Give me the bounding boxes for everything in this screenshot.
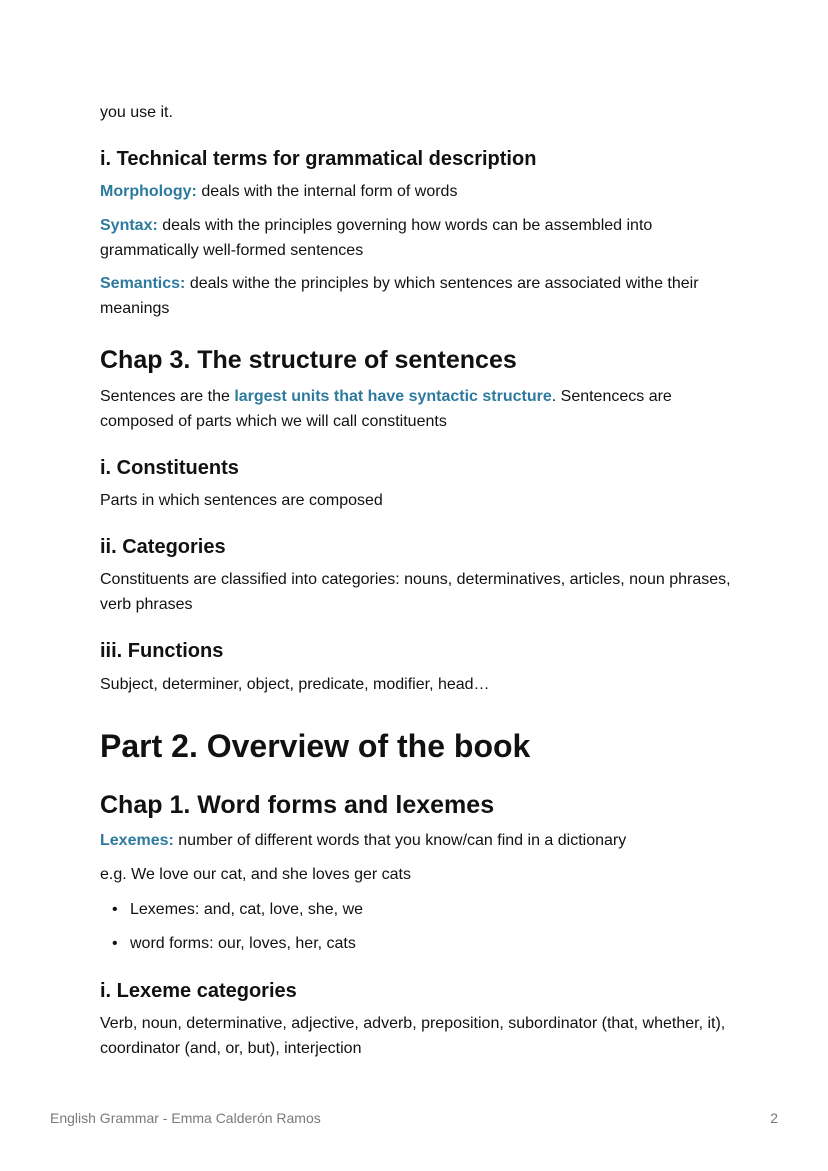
- definition-text: deals withe the principles by which sentences are associated withe their meanings: [100, 275, 699, 317]
- list-item: [100, 897, 740, 922]
- list-item-text: Lexemes: and, cat, love, she, we: [130, 901, 364, 918]
- intro-highlight: largest units that have syntactic structure: [234, 388, 552, 405]
- definition-text: number of different words that you know/can find in a dictionary: [173, 832, 627, 849]
- section-heading-lexeme-categories: i. Lexeme categories: [100, 980, 297, 1002]
- constituents-text: Parts in which sentences are composed: [100, 492, 383, 509]
- intro-text: . Sentencecs are composed of parts which we will call constituents: [100, 388, 672, 430]
- definition-semantics: [100, 271, 740, 321]
- chapter-heading-word-forms: Chap 1. Word forms and lexemes: [100, 791, 495, 819]
- footer-title: English Grammar - Emma Calderón Ramos: [50, 1110, 321, 1126]
- list-item-text: word forms: our, loves, her, cats: [130, 935, 356, 952]
- intro-text: Sentences are the: [100, 388, 235, 405]
- bullet-icon: •: [112, 901, 118, 918]
- categories-text: Constituents are classified into categories: nouns, determinatives, articles, noun phrases, verb phrases: [100, 571, 731, 613]
- section-heading-functions: iii. Functions: [100, 640, 224, 662]
- part-heading-overview: Part 2. Overview of the book: [100, 728, 531, 764]
- chapter-intro: [100, 384, 740, 434]
- list-item: [100, 931, 740, 956]
- section-heading-constituents: i. Constituents: [100, 457, 239, 479]
- example-list: [100, 897, 740, 956]
- continuation-text: you use it.: [100, 104, 173, 121]
- functions-text: Subject, determiner, object, predicate, modifier, head…: [100, 676, 490, 693]
- chapter-heading-structure: Chap 3. The structure of sentences: [100, 346, 517, 374]
- term-semantics: Semantics:: [100, 275, 186, 292]
- term-morphology: Morphology:: [100, 183, 197, 200]
- bullet-icon: •: [112, 935, 118, 952]
- definition-syntax: [100, 213, 740, 263]
- footer-page-number: 2: [770, 1110, 778, 1126]
- definition-text: deals with the internal form of words: [196, 183, 458, 200]
- term-lexemes: Lexemes:: [100, 832, 174, 849]
- lexeme-categories-text: Verb, noun, determinative, adjective, adverb, preposition, subordinator (that, whether, it), coordinator (and, or, but), interjection: [100, 1015, 726, 1057]
- section-heading-technical-terms: i. Technical terms for grammatical description: [100, 148, 537, 170]
- example-sentence: e.g. We love our cat, and she loves ger cats: [100, 866, 411, 883]
- section-heading-categories: ii. Categories: [100, 536, 226, 558]
- definition-morphology: [100, 179, 740, 204]
- term-syntax: Syntax:: [100, 217, 158, 234]
- definition-lexemes: [100, 828, 740, 853]
- definition-text: deals with the principles governing how words can be assembled into grammatically well-formed sentences: [100, 217, 653, 259]
